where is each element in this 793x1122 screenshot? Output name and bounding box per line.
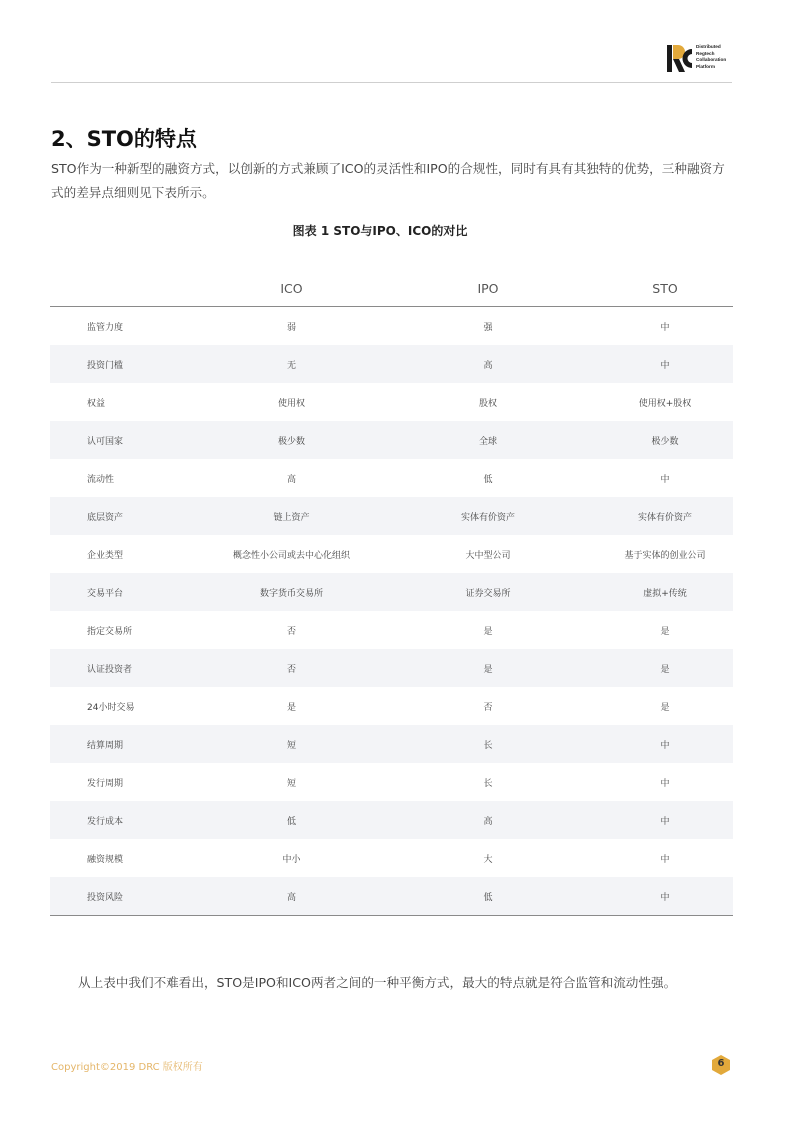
table-cell: 弱 (286, 322, 296, 333)
row-label: 监管力度 (87, 322, 124, 333)
table-row (50, 535, 733, 573)
table-row (50, 687, 733, 725)
table-cell: 短 (204, 725, 379, 763)
table-cell: 基于实体的创业公司 (624, 550, 706, 561)
table-row (50, 421, 733, 459)
table-row (50, 725, 733, 763)
column-header: STO (597, 270, 733, 307)
table-cell: 是 (379, 649, 597, 687)
row-label: 结算周期 (50, 725, 204, 763)
page-number: 6 (717, 1058, 725, 1069)
intro-paragraph: STO作为一种新型的融资方式，以创新的方式兼顾了ICO的灵活性和IPO的合规性，同时有具有其独特的优势，三种融资方式的差异点细则见下表所示。 (51, 161, 725, 200)
section-heading: 2、STO的特点 (51, 127, 197, 151)
logo-line: Collaboration (696, 57, 727, 62)
table-cell: 中 (660, 474, 670, 485)
table-row (50, 801, 733, 839)
drc-logo (667, 44, 737, 74)
drc-logo-icon (667, 45, 692, 72)
row-label: 底层资产 (50, 497, 204, 535)
table-cell: 是 (483, 626, 493, 637)
table-cell: 使用权+股权 (638, 398, 692, 409)
table-cell: 数字货币交易所 (204, 573, 379, 611)
table-cell: 否 (204, 649, 379, 687)
table-cell: 极少数 (597, 421, 733, 459)
table-cell: 大 (483, 854, 493, 865)
table-body (50, 307, 733, 916)
table-cell: 否 (286, 626, 296, 637)
table-caption: 图表 1 STO与IPO、ICO的对比 (292, 224, 468, 238)
header-divider (51, 82, 732, 83)
table-row (50, 611, 733, 649)
table-cell: 概念性小公司或去中心化组织 (232, 550, 350, 561)
table-cell: 中 (660, 322, 670, 333)
table-cell: 中 (597, 877, 733, 916)
table-cell: 中 (660, 854, 670, 865)
table-cell: 长 (379, 725, 597, 763)
row-label: 流动性 (87, 474, 115, 485)
table-cell: 链上资产 (204, 497, 379, 535)
table-header-row (50, 270, 733, 307)
table-cell: 中 (597, 345, 733, 383)
column-header: ICO (204, 270, 379, 307)
table-cell: 高 (379, 801, 597, 839)
table-cell: 低 (379, 877, 597, 916)
table-cell: 证券交易所 (379, 573, 597, 611)
table-row (50, 877, 733, 916)
table-cell: 大中型公司 (465, 550, 511, 561)
table-cell: 中 (597, 801, 733, 839)
table-cell: 实体有价资产 (597, 497, 733, 535)
row-label: 投资门槛 (50, 345, 204, 383)
table-cell: 极少数 (204, 421, 379, 459)
table-row (50, 649, 733, 687)
row-label: 投资风险 (50, 877, 204, 916)
row-label: 融资规模 (87, 854, 124, 865)
table-cell: 长 (483, 778, 493, 789)
table-cell: 低 (483, 474, 493, 485)
table-cell: 中 (597, 725, 733, 763)
table-row (50, 573, 733, 611)
table-cell: 高 (379, 345, 597, 383)
row-label: 企业类型 (87, 550, 124, 561)
footer-copyright: Copyright©2019 DRC 版权所有 (51, 1062, 203, 1073)
table-row (50, 307, 733, 346)
row-label: 交易平台 (50, 573, 204, 611)
table-cell: 是 (660, 626, 670, 637)
comparison-table (50, 270, 733, 916)
row-label: 24小时交易 (87, 702, 135, 713)
table-cell: 强 (483, 322, 493, 333)
row-label: 发行成本 (50, 801, 204, 839)
table-cell: 是 (286, 702, 296, 713)
table-cell: 短 (286, 778, 296, 789)
logo-line: Regtech (696, 50, 715, 56)
table-cell: 是 (597, 649, 733, 687)
table-cell: 中小 (282, 854, 301, 865)
table-cell: 中 (660, 778, 670, 789)
row-label: 认证投资者 (50, 649, 204, 687)
table-row (50, 345, 733, 383)
column-header: IPO (379, 270, 597, 307)
table-cell: 使用权 (277, 398, 305, 409)
table-row (50, 763, 733, 801)
logo-line: Platform (696, 63, 716, 69)
table-cell: 全球 (379, 421, 597, 459)
logo-line: Distributed (696, 44, 721, 49)
column-header (50, 270, 204, 307)
table-row (50, 383, 733, 421)
table-cell: 否 (483, 702, 493, 713)
table-row (50, 497, 733, 535)
table-cell: 无 (204, 345, 379, 383)
row-label: 权益 (87, 398, 106, 409)
logo-wordmark (696, 44, 740, 70)
page-number-badge (710, 1054, 732, 1076)
table-cell: 高 (204, 877, 379, 916)
row-label: 发行周期 (87, 778, 124, 789)
conclusion-paragraph: 从上表中我们不难看出，STO是IPO和ICO两者之间的一种平衡方式，最大的特点就是符合监管和流动性强。 (78, 975, 677, 990)
row-label: 指定交易所 (87, 626, 133, 637)
table-cell: 是 (660, 702, 670, 713)
table-row (50, 839, 733, 877)
table-cell: 虚拟+传统 (597, 573, 733, 611)
table-row (50, 459, 733, 497)
table-cell: 股权 (478, 398, 497, 409)
table-cell: 实体有价资产 (379, 497, 597, 535)
table-cell: 低 (204, 801, 379, 839)
table-cell: 高 (286, 474, 296, 485)
row-label: 认可国家 (50, 421, 204, 459)
